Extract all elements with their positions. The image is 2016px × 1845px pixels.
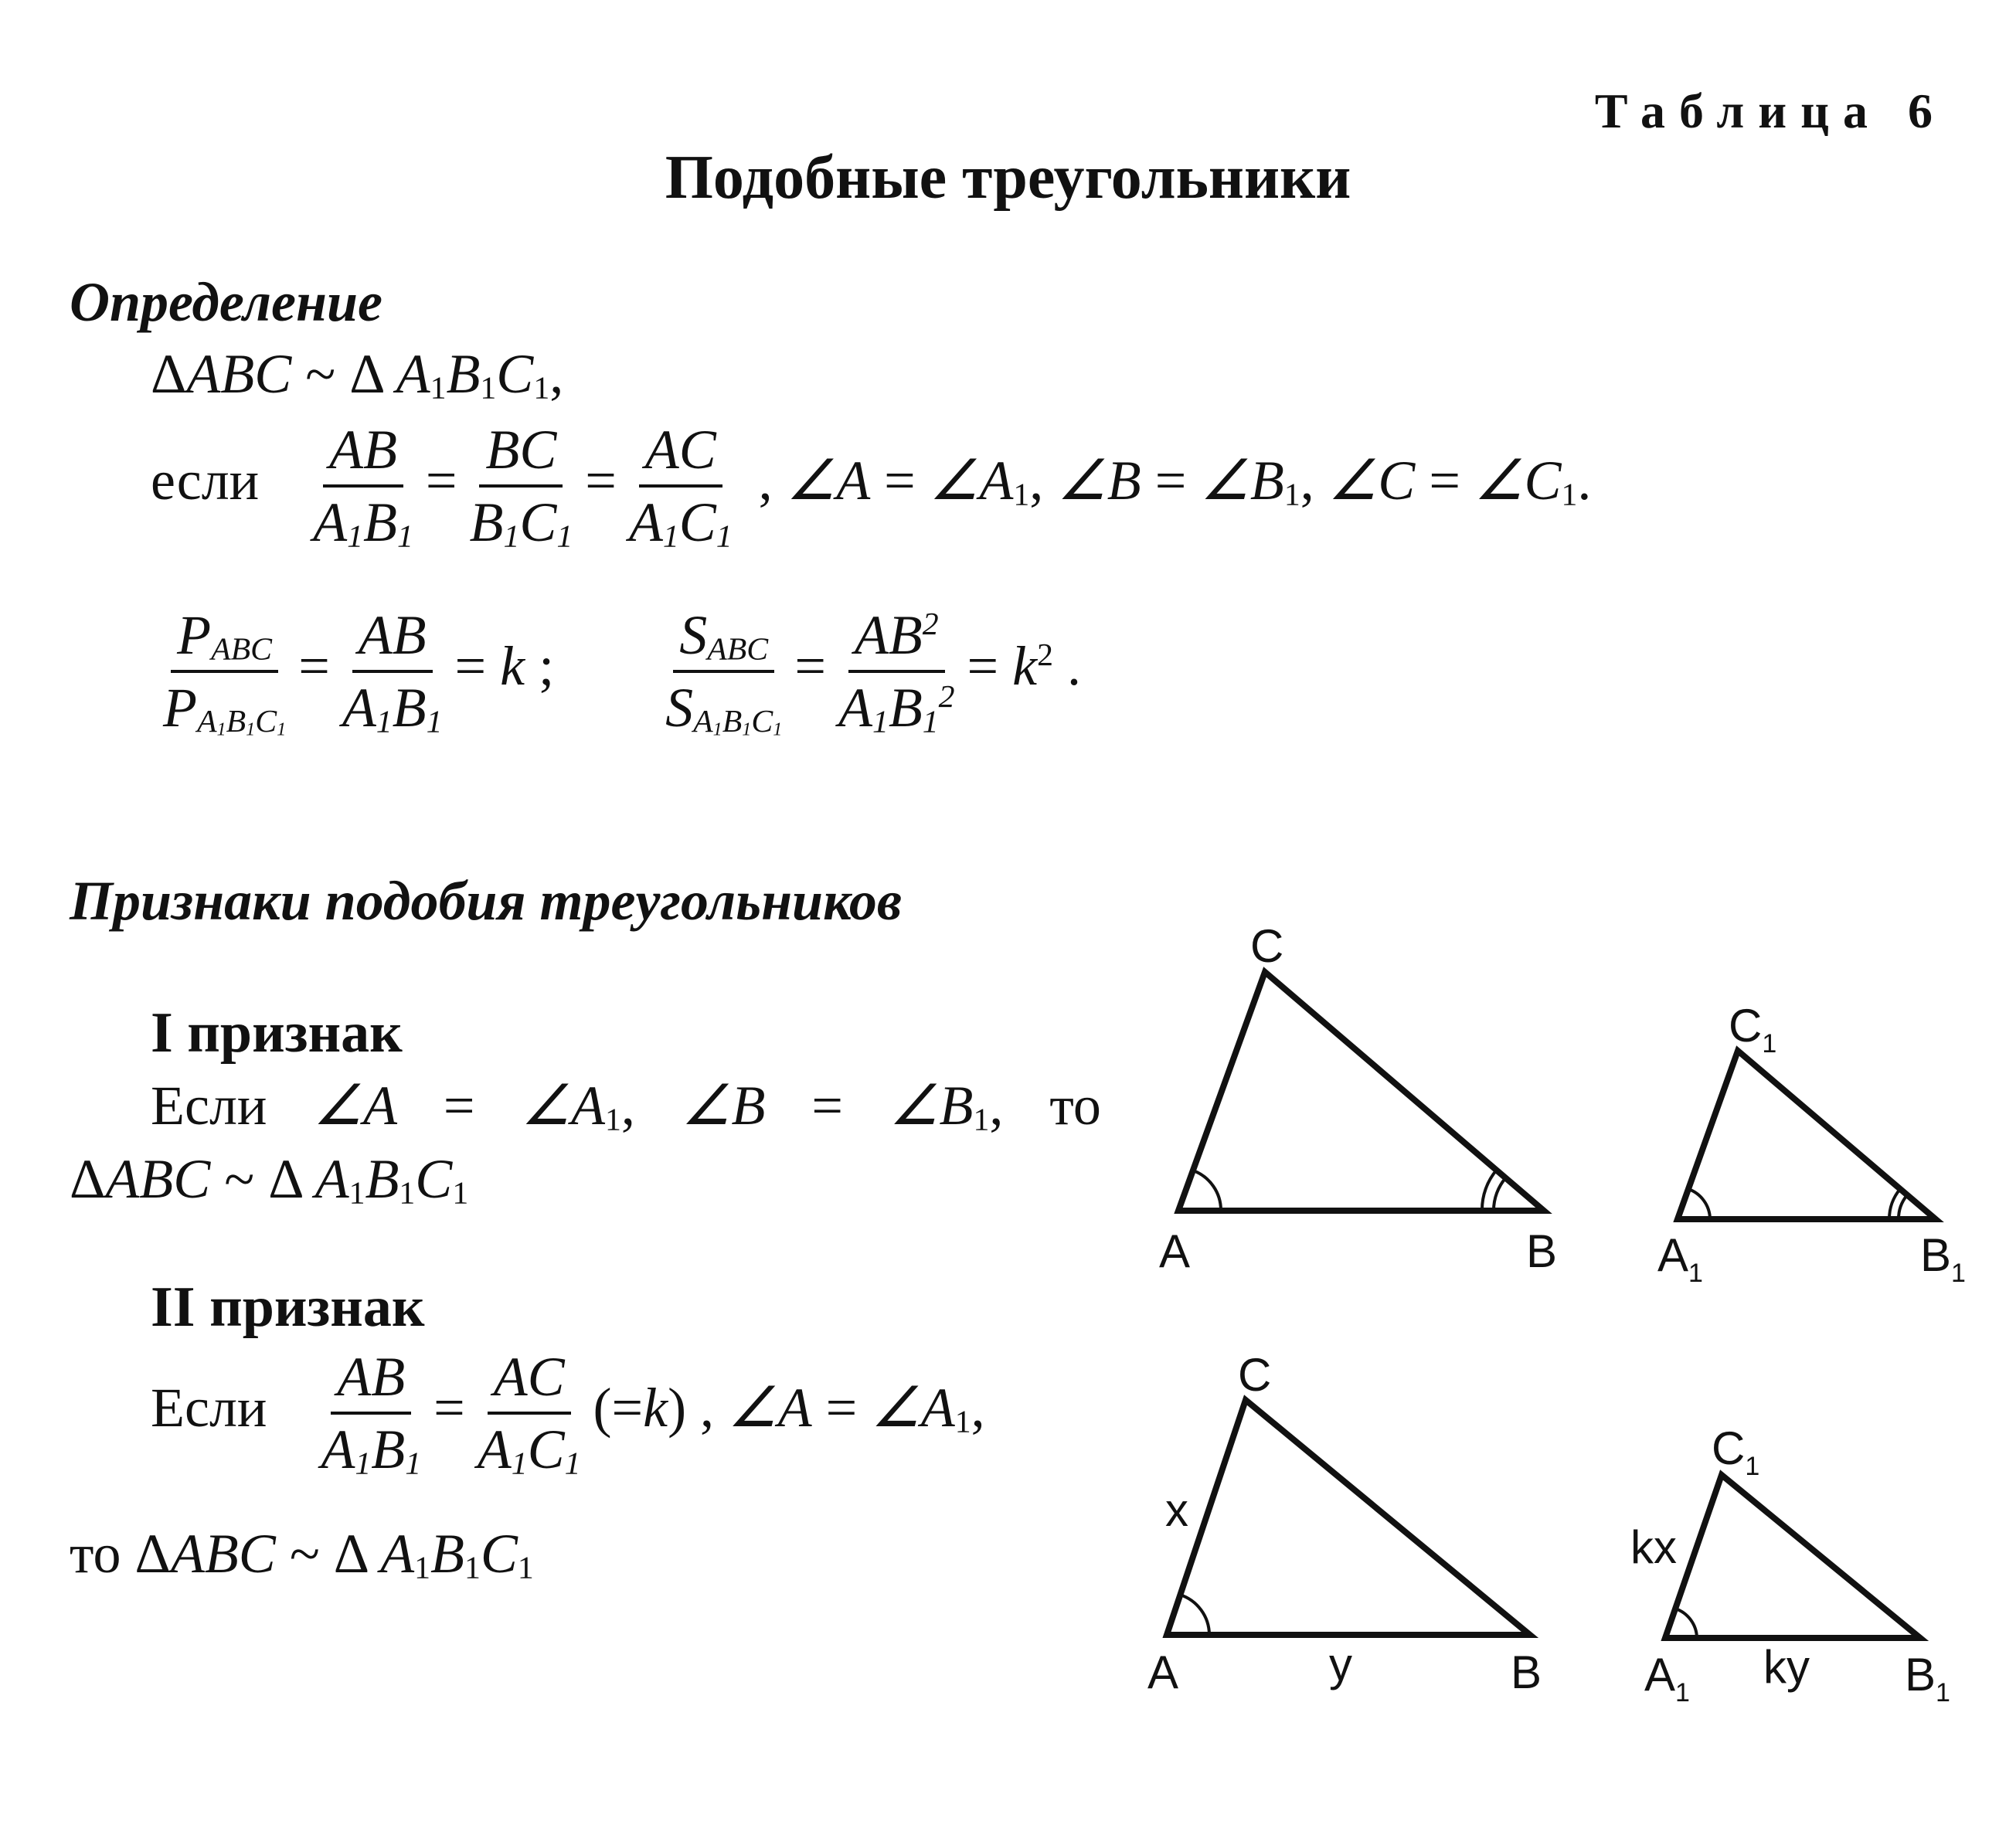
vertex-c-label: C <box>1250 920 1284 972</box>
side-ky-label: ky <box>1763 1641 1810 1693</box>
vertex-c1-label-2: $C_1$ <box>1712 1422 1760 1481</box>
sign-2-condition: Если $\frac{AB}{A_1B_1}$ = $\frac{AC}{A_1C_1}$ (=k) , ∠A = $\angle A_1$, <box>151 1346 985 1482</box>
triangle-abc-sign1 <box>1159 920 1557 1277</box>
sign-1-condition: Если ∠A = $\angle A_1$, ∠B = $\angle B_1$, то <box>151 1075 1101 1138</box>
sign-1-then-word: то <box>1049 1075 1101 1137</box>
definition-similarity-formula: ΔABC ~ Δ $A_1B_1C_1$, <box>151 343 564 406</box>
sign-1-if-word: Если <box>151 1075 267 1137</box>
table-number: Таблица 6 <box>1594 83 1946 138</box>
ratio-formulas: $\frac{P_{ABC}}{P_{A_1B_1C_1}}$ = $\frac{AB}{A_1B_1}$ = k ; $\frac{S_{ABC}}{S_{A_1B_1C_1}}$ = $\frac{AB^2}{A_1B_1^2}$ = $k^2$ . <box>151 607 1081 737</box>
definition-heading: Определение <box>70 271 382 333</box>
side-x-label: x <box>1165 1484 1188 1536</box>
sign-2-then-word: то <box>70 1523 121 1585</box>
vertex-a-label-2: A <box>1147 1646 1179 1698</box>
page-title: Подобные треугольники <box>665 144 1351 212</box>
triangle-a1b1c1-sign1 <box>1657 1000 1966 1288</box>
signs-heading: Признаки подобия треугольников <box>70 870 903 932</box>
if-word: если <box>151 450 260 512</box>
vertex-b-label: B <box>1526 1225 1558 1277</box>
vertex-a1-label: $A_1$ <box>1657 1229 1703 1288</box>
side-y-label: y <box>1329 1639 1352 1690</box>
side-kx-label: kx <box>1630 1521 1677 1573</box>
triangle-abc-sign2 <box>1147 1349 1542 1698</box>
vertex-c1-label: $C_1$ <box>1729 1000 1777 1058</box>
sign-1-title: I признак <box>151 1001 403 1065</box>
vertex-b1-label: $B_1$ <box>1920 1229 1966 1288</box>
sign-2-title: II признак <box>151 1276 425 1339</box>
vertex-b-label-2: B <box>1511 1646 1542 1698</box>
definition-condition: если $\frac{AB}{A_1B_1}$ = $\frac{BC}{B_1C_1}$ = $\frac{AC}{A_1C_1}$ , ∠A = $\angle A_1$, ∠B = $\angle B_1$, ∠C = $\angle C_1$. <box>151 419 1592 555</box>
perimeter-ratio: $\frac{P_{ABC}}{P_{A_1B_1C_1}}$ <box>163 604 287 740</box>
vertex-b1-label-2: $B_1$ <box>1905 1649 1950 1707</box>
sign-1-conclusion: ΔABC ~ Δ $A_1B_1C_1$ <box>70 1148 469 1211</box>
vertex-a1-label-2: $A_1$ <box>1644 1649 1690 1707</box>
vertex-c-label-2: C <box>1238 1349 1272 1401</box>
sign-2-if-word: Если <box>151 1377 267 1439</box>
triangle-a1b1c1-sign2 <box>1630 1422 1950 1707</box>
sign-2-conclusion: то ΔABC ~ Δ $A_1B_1C_1$ <box>70 1523 534 1586</box>
area-ratio: $\frac{S_{ABC}}{S_{A_1B_1C_1}}$ <box>665 604 783 740</box>
vertex-a-label: A <box>1159 1225 1191 1277</box>
